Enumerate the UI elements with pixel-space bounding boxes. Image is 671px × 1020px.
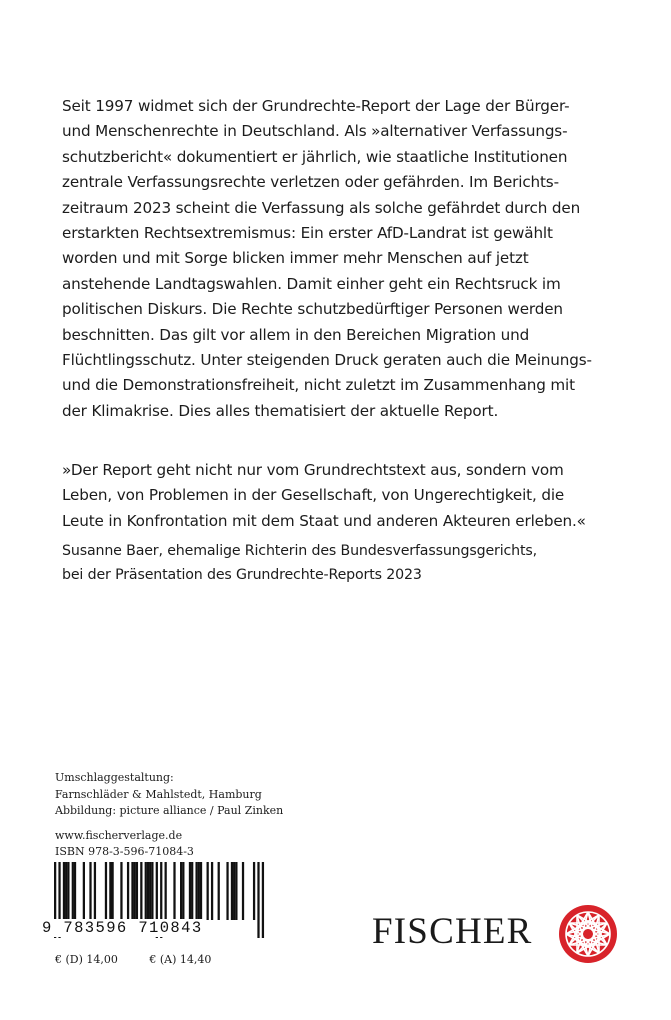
prices	[55, 953, 211, 966]
barcode-bar	[131, 862, 133, 920]
barcode-bar	[120, 862, 122, 920]
price-germany: € (D) 14,00	[55, 953, 118, 966]
barcode-bar	[226, 862, 228, 920]
barcode-bar	[63, 862, 65, 920]
barcode-bar	[200, 862, 202, 920]
blurb-line: zentrale Verfassungsrechte verletzen oder gefährden. Im Berichts-	[62, 173, 559, 192]
blurb-line: Seit 1997 widmet sich der Grundrechte-Report der Lage der Bürger-	[62, 97, 570, 115]
blurb-line: beschnitten. Das gilt vor allem in den Bereichen Migration und	[62, 325, 530, 344]
barcode-bar	[182, 862, 184, 920]
barcode-bar	[145, 862, 147, 920]
cover-design-label: Umschlaggestaltung:	[55, 771, 174, 784]
blurb-text	[62, 94, 622, 424]
quote-attribution	[62, 540, 622, 587]
barcode-bar	[233, 862, 235, 920]
credits-gap	[55, 820, 283, 828]
barcode-bar	[94, 862, 96, 920]
isbn: ISBN 978-3-596-71084-3	[55, 845, 194, 858]
blurb-line: anstehende Landtagswahlen. Damit einher geht ein Rechtsruck im	[62, 274, 561, 293]
barcode-bar	[67, 862, 69, 920]
price-austria: € (A) 14,40	[149, 953, 212, 966]
barcode-bar	[257, 862, 259, 938]
barcode-bar	[242, 862, 244, 920]
barcode-bar	[74, 862, 76, 920]
barcode-bar	[231, 862, 233, 920]
barcode-bar	[140, 862, 142, 920]
barcode-bar	[189, 862, 191, 920]
barcode-bar	[147, 862, 149, 920]
blurb-line: politischen Diskurs. Die Rechte schutzbedürftiger Personen werden	[62, 300, 563, 319]
quote-line: Leben, von Problemen in der Gesellschaft, von Ungerechtigkeit, die	[62, 486, 565, 505]
quote	[62, 458, 622, 534]
barcode-bar	[191, 862, 193, 920]
attribution-line: bei der Präsentation des Grundrechte-Reports 2023	[62, 566, 422, 583]
barcode-bar	[134, 862, 136, 920]
barcode-bar	[65, 862, 67, 920]
barcode-bar	[211, 862, 213, 920]
publisher-name: FISCHER	[372, 911, 533, 952]
barcode-digits: 9 783596 710843	[42, 919, 203, 937]
barcode-bar	[253, 862, 255, 920]
credits	[55, 770, 283, 861]
barcode-bar	[89, 862, 91, 920]
blurb-line: worden und mit Sorge blicken immer mehr Menschen auf jetzt	[62, 249, 529, 268]
quote-line: Leute in Konfrontation mit dem Staat und anderen Akteuren erleben.«	[62, 511, 586, 530]
cover-design-credit: Farnschläder & Mahlstedt, Hamburg	[55, 787, 262, 801]
blurb-line: Flüchtlingsschutz. Unter steigenden Druck geraten auch die Meinungs-	[62, 351, 592, 370]
barcode-bar	[127, 862, 129, 920]
blurb-line: und die Demonstrationsfreiheit, nicht zuletzt im Zusammenhang mit	[62, 376, 575, 395]
blurb-line: erstarkten Rechtsextremismus: Ein erster AfD-Landrat ist gewählt	[62, 224, 553, 243]
barcode-bar	[111, 862, 113, 920]
blurb-line: zeitraum 2023 scheint die Verfassung als solche gefährdet durch den	[62, 198, 581, 217]
barcode-bar	[83, 862, 85, 920]
barcode-bar	[165, 862, 167, 920]
barcode-bar	[72, 862, 74, 920]
image-credit: Abbildung: picture alliance / Paul Zinken	[55, 804, 284, 817]
barcode-bar	[262, 862, 264, 938]
barcode-bar	[218, 862, 220, 920]
barcode-bar	[198, 862, 200, 920]
barcode-bar	[195, 862, 197, 920]
publisher-website: www.fischerverlage.de	[55, 828, 183, 842]
barcode-bar	[149, 862, 151, 920]
barcode-bar	[136, 862, 138, 920]
barcode-bar	[180, 862, 182, 920]
barcode-bar	[109, 862, 111, 920]
barcode-bar	[207, 862, 209, 920]
blurb-line: schutzbericht« dokumentiert er jährlich, wie staatliche Institutionen	[62, 147, 568, 166]
blurb-line: der Klimakrise. Dies alles thematisiert der aktuelle Report.	[62, 401, 499, 420]
blurb-line: und Menschenrechte in Deutschland. Als »alternativer Verfassungs-	[62, 122, 568, 141]
barcode-bar	[151, 862, 153, 920]
fischer-star-icon	[558, 904, 618, 964]
attribution-line: Susanne Baer, ehemalige Richterin des Bundesverfassungsgerichts,	[62, 543, 538, 559]
quote-line: »Der Report geht nicht nur vom Grundrechtstext aus, sondern vom	[62, 461, 564, 479]
barcode-bar	[105, 862, 107, 920]
barcode-bar	[173, 862, 175, 920]
barcode-bar	[235, 862, 237, 920]
